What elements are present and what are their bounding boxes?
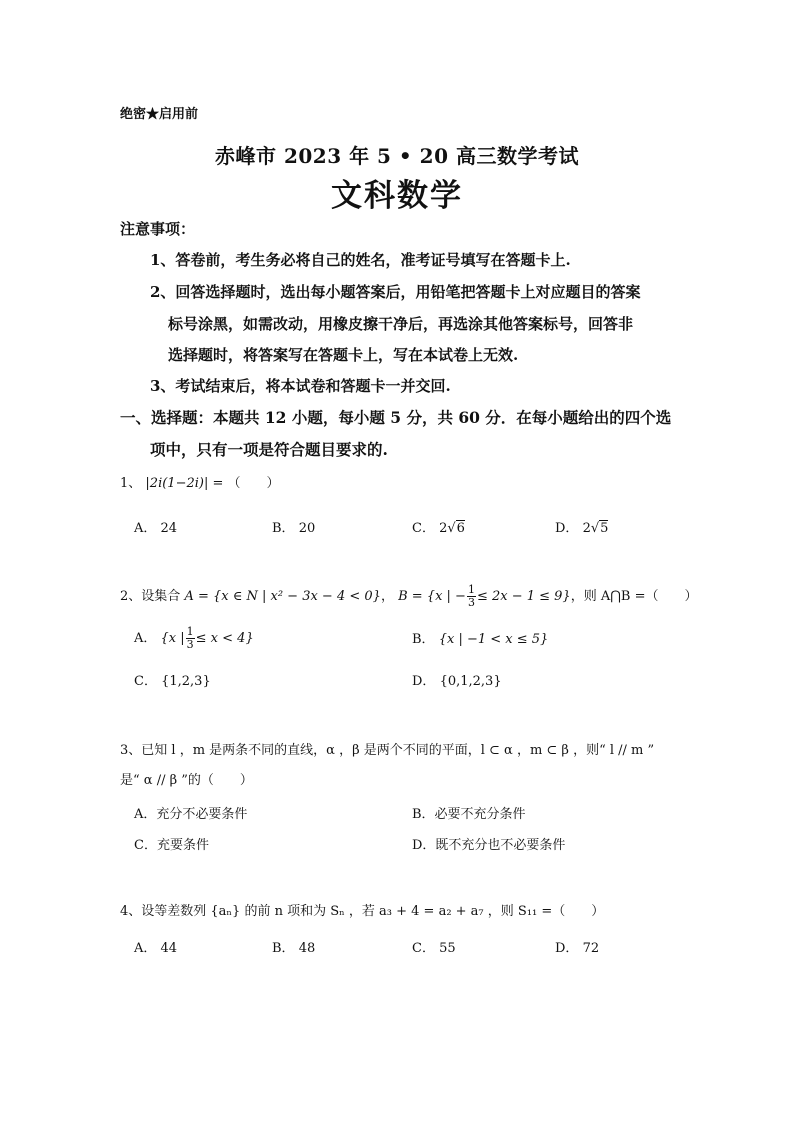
option-label: A．: [134, 521, 157, 536]
q2-option-d: [412, 670, 502, 689]
comma: ，: [380, 589, 394, 604]
fraction-numerator: 1: [467, 583, 475, 596]
option-label: D．: [412, 674, 436, 689]
option-value: 24: [160, 521, 178, 536]
sqrt-sign: √: [590, 521, 600, 536]
option-label: B．: [272, 521, 295, 536]
note-item-2-line-1: 2、回答选择题时，选出每小题答案后，用铅笔把答题卡上对应题目的答案: [150, 283, 641, 301]
option-label: D．: [555, 521, 579, 536]
option-label: D．: [555, 941, 579, 956]
note-item-1: 1、答卷前，考生务必将自己的姓名，准考证号填写在答题卡上.: [150, 251, 571, 269]
option-set-right: ≤ x < 4}: [195, 631, 254, 646]
set-b-left: B = {x | −: [398, 589, 466, 604]
option-label: C．: [134, 674, 157, 689]
note-item-2-line-3: 选择题时，将答案写在答题卡上，写在本试卷上无效.: [168, 346, 519, 364]
question-suffix: ，则 A⋂B =（ ）: [570, 589, 698, 604]
option-coefficient: 2: [582, 521, 591, 536]
option-radicand: 5: [600, 521, 609, 536]
fraction-denominator: 3: [467, 596, 475, 609]
fraction-numerator: 1: [186, 625, 194, 638]
q4-option-b: [272, 937, 315, 956]
q3-option-b: B．必要不充分条件: [412, 807, 526, 822]
question-prefix: 设集合: [141, 589, 181, 604]
question-number: 2、: [120, 589, 142, 604]
option-value: 48: [298, 941, 316, 956]
q1-option-d: [555, 517, 608, 536]
exam-title: 赤峰市 2023 年 5 • 20 高三数学考试: [215, 144, 579, 168]
q1-option-b: [272, 517, 315, 536]
note-item-2-line-2: 标号涂黑，如需改动，用橡皮擦干净后，再选涂其他答案标号，回答非: [168, 315, 634, 333]
question-number: 1、: [120, 476, 142, 491]
fraction-one-third: [467, 584, 476, 609]
option-coefficient: 2: [439, 521, 448, 536]
q3-option-c: C．充要条件: [134, 838, 209, 853]
option-value: {0,1,2,3}: [439, 674, 502, 689]
fraction-one-third: [186, 626, 195, 651]
option-value: 20: [298, 521, 316, 536]
set-b-right: ≤ 2x − 1 ≤ 9}: [476, 589, 571, 604]
option-label: B．: [272, 941, 295, 956]
q1-option-c: [412, 517, 465, 536]
question-expression: |2i(1−2i)| =: [145, 476, 224, 491]
question-3-line-1: 3、已知 l ，m 是两条不同的直线，α ，β 是两个不同的平面，l ⊂ α ，m ⊂ β ，则“ l // m ”: [120, 743, 655, 758]
q1-option-a: [134, 517, 177, 536]
q3-option-a: A．充分不必要条件: [134, 807, 248, 822]
question-2: [120, 584, 697, 609]
notes-heading: 注意事项：: [120, 220, 196, 238]
section-heading-line-1: 一、选择题：本题共 12 小题，每小题 5 分，共 60 分．在每小题给出的四个选: [120, 408, 672, 427]
sqrt-sign: √: [447, 521, 456, 536]
set-a-expression: A = {x ∈ N | x² − 3x − 4 < 0}: [184, 589, 381, 604]
note-item-3: 3、考试结束后，将本试卷和答题卡一并交回.: [150, 377, 451, 395]
option-value: 72: [582, 941, 600, 956]
option-label: B．: [412, 632, 435, 647]
answer-paren: （ ）: [227, 476, 280, 491]
option-label: C．: [412, 941, 435, 956]
option-value: {x | −1 < x ≤ 5}: [438, 632, 549, 647]
q2-option-b: [412, 628, 548, 647]
option-label: A．: [134, 631, 157, 646]
section-heading-line-2: 项中，只有一项是符合题目要求的.: [150, 440, 388, 459]
option-set-left: {x |: [160, 631, 185, 646]
fraction-denominator: 3: [186, 638, 194, 651]
q2-option-c: [134, 670, 211, 689]
option-value: 44: [160, 941, 178, 956]
question-4: 4、设等差数列 {aₙ} 的前 n 项和为 Sₙ ，若 a₃ + 4 = a₂ + a₇ ，则 S₁₁ =（ ）: [120, 904, 605, 919]
q4-option-d: [555, 937, 599, 956]
option-value: {1,2,3}: [161, 674, 211, 689]
option-label: A．: [134, 941, 157, 956]
exam-subject: 文科数学: [331, 178, 463, 214]
q4-option-a: [134, 937, 177, 956]
confidential-label: 绝密★启用前: [120, 107, 199, 122]
option-value: 55: [439, 941, 456, 956]
question-3-line-2: 是“ α // β ”的（ ）: [120, 773, 253, 788]
q4-option-c: [412, 937, 456, 956]
q2-option-a: [134, 626, 254, 651]
option-label: C．: [412, 521, 435, 536]
option-radicand: 6: [456, 521, 465, 536]
question-1: [120, 472, 280, 491]
q3-option-d: D．既不充分也不必要条件: [412, 838, 566, 853]
